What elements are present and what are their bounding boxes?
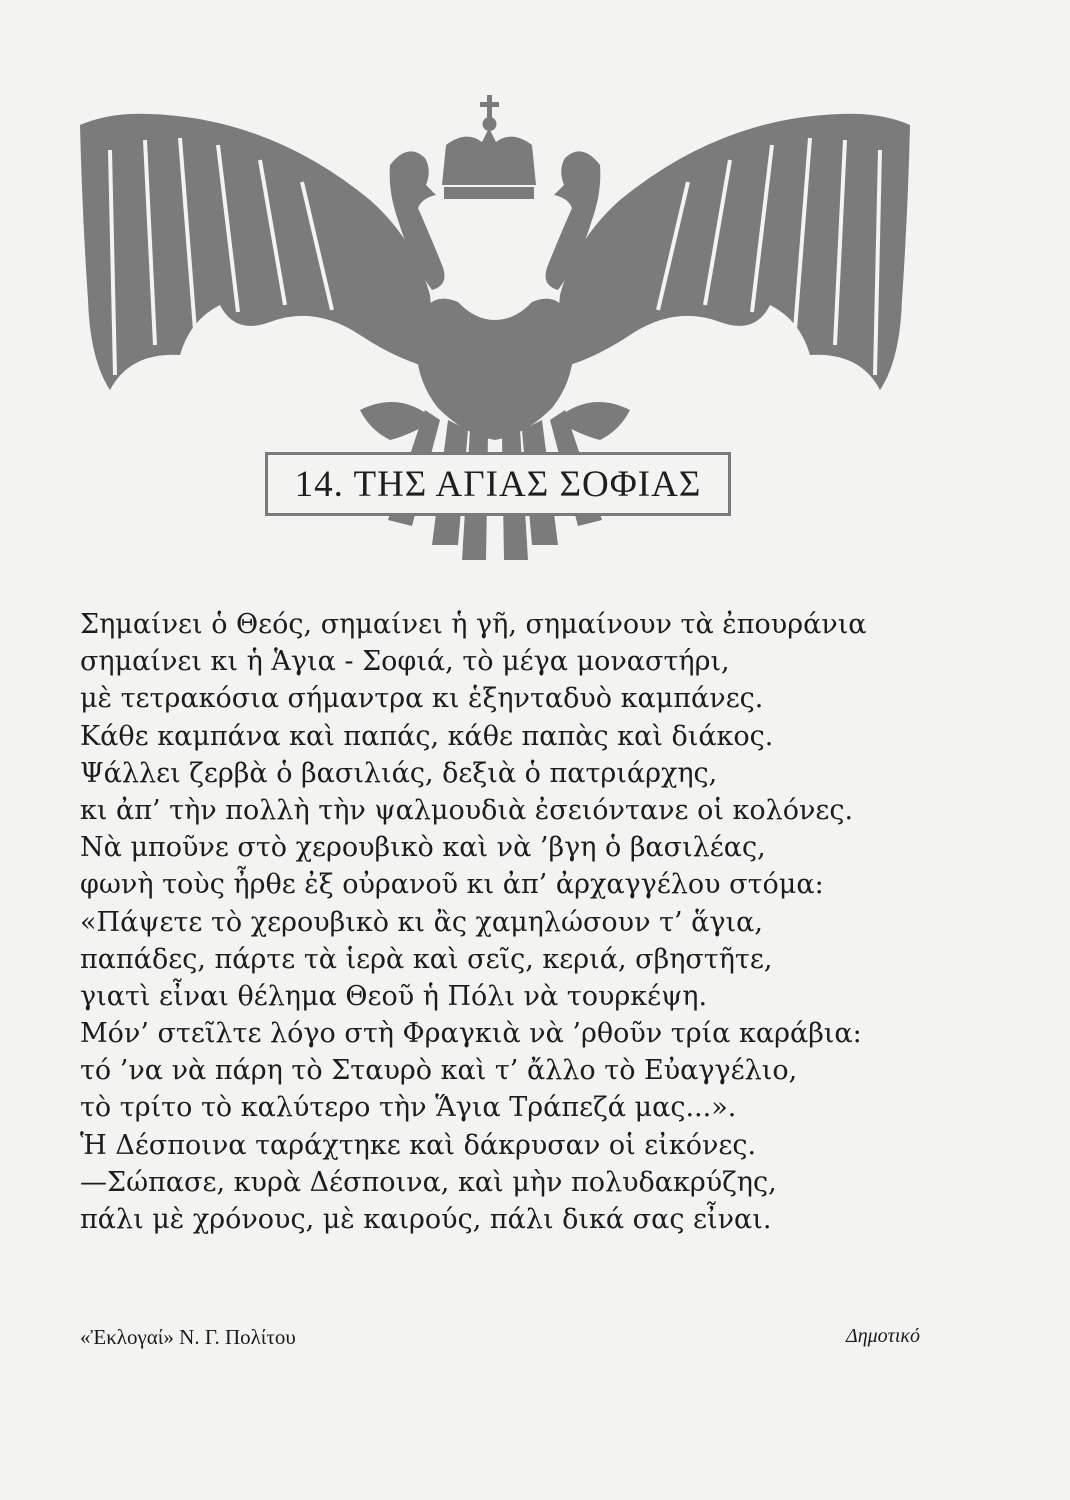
- poem-line: Νὰ μποῦνε στὸ χερουβικὸ καὶ νὰ ’βγη ὁ βασιλέας,: [80, 832, 766, 864]
- poem-line: —Σώπασε, κυρὰ Δέσποινα, καὶ μὴν πολυδακρύζης,: [80, 1166, 777, 1198]
- poem-line: γιατὶ εἶναι θέλημα Θεοῦ ἡ Πόλι νὰ τουρκέψη.: [80, 980, 708, 1012]
- poem-line: «Πάψετε τὸ χερουβικὸ κι ἂς χαμηλώσουν τ’ ἅγια,: [80, 906, 763, 938]
- page-footer: [80, 1325, 920, 1355]
- poem-line: πάλι μὲ χρόνους, μὲ καιρούς, πάλι δικά σας εἶναι.: [80, 1204, 772, 1235]
- poem-line: φωνὴ τοὺς ἦρθε ἐξ οὐρανοῦ κι ἀπ’ ἀρχαγγέλου στόμα:: [80, 869, 824, 901]
- poem-line: Ἡ Δέσποινα ταράχτηκε καὶ δάκρυσαν οἱ εἰκόνες.: [80, 1129, 757, 1161]
- poem-line: Μόν’ στεῖλτε λόγο στὴ Φραγκιὰ νὰ ’ρθοῦν τρία καράβια:: [80, 1018, 862, 1050]
- crown-icon: [442, 117, 536, 199]
- poem-line: Ψάλλει ζερβὰ ὁ βασιλιάς, δεξιὰ ὁ πατριάρχης,: [80, 757, 718, 789]
- poem-line: μὲ τετρακόσια σήμαντρα κι ἑξηνταδυὸ καμπάνες.: [80, 683, 764, 715]
- page-title: 14. ΤΗΣ ΑΓΙΑΣ ΣΟΦΙΑΣ: [294, 463, 702, 505]
- poem-line: κι ἀπ’ τὴν πολλὴ τὴν ψαλμουδιὰ ἐσειόντανε οἱ κολόνες.: [80, 794, 854, 826]
- double-headed-eagle-icon: [70, 90, 920, 600]
- poem-line: Σημαίνει ὁ Θεός, σημαίνει ἡ γῆ, σημαίνουν τὰ ἐπουράνια: [80, 609, 867, 640]
- poem-line: σημαίνει κι ἡ Ἁγια - Σοφιά, τὸ μέγα μοναστήρι,: [80, 646, 730, 678]
- source-citation: «Ἐκλογαί» Ν. Γ. Πολίτου: [80, 1325, 296, 1349]
- poem-line: τὸ τρίτο τὸ καλύτερο τὴν Ἅγια Τράπεζά μας...».: [80, 1092, 737, 1124]
- title-frame: [265, 452, 731, 516]
- poem-line: Κάθε καμπάνα καὶ παπάς, κάθε παπὰς καὶ διάκος.: [80, 720, 774, 752]
- genre-label: Δημοτικό: [845, 1325, 920, 1347]
- poem-line: τό ’να νὰ πάρη τὸ Σταυρὸ καὶ τ’ ἄλλο τὸ Εὐαγγέλιο,: [80, 1055, 798, 1087]
- poem-text: [80, 606, 980, 1238]
- poem-line: παπάδες, πάρτε τὰ ἱερὰ καὶ σεῖς, κεριά, σβηστῆτε,: [80, 943, 773, 975]
